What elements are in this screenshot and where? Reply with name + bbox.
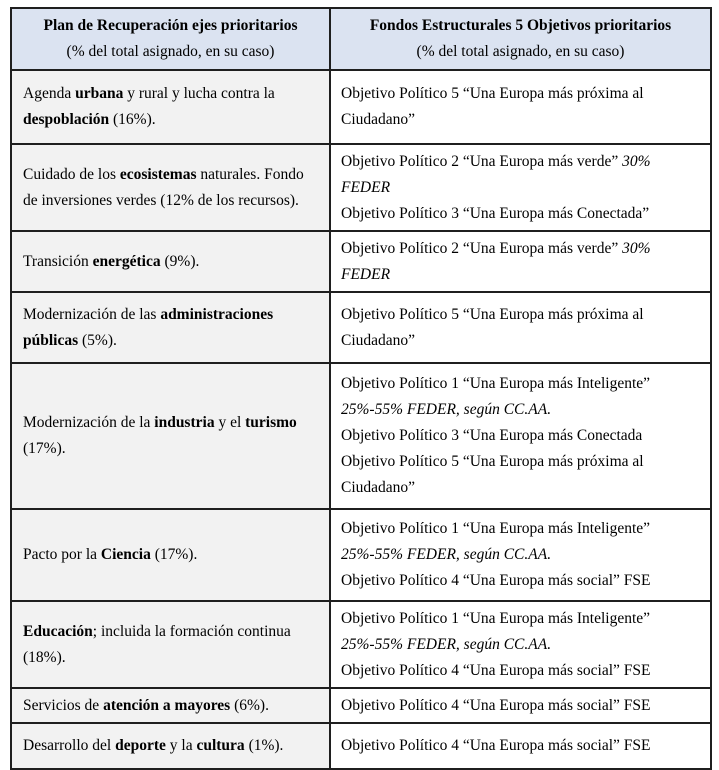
policy-objective-cell — [330, 70, 711, 144]
recovery-axis-cell — [11, 688, 330, 723]
table-row — [11, 509, 711, 601]
policy-objective-line — [341, 606, 702, 658]
policy-objective-line — [341, 236, 702, 288]
text-run: Desarrollo del — [23, 737, 116, 754]
header-title: Fondos Estructurales 5 Objetivos prioritarios — [369, 17, 672, 34]
funding-note: 30% FEDER — [341, 152, 651, 196]
text-run: ; incluida la formación continua (18%). — [23, 622, 291, 666]
text-run: Objetivo Político 3 “Una Europa más Conectada — [341, 427, 643, 444]
text-run: (9%). — [160, 252, 200, 270]
emphasis-text: industria — [154, 414, 215, 431]
policy-objective-cell — [330, 292, 711, 363]
text-run: Objetivo Político 1 “Una Europa más Inteligente” — [341, 609, 651, 627]
emphasis-text: deporte — [115, 737, 166, 754]
policy-objective-line — [341, 568, 702, 594]
emphasis-text: energética — [92, 252, 161, 270]
header-structural-funds — [330, 8, 711, 70]
emphasis-text: ecosistemas — [119, 165, 197, 183]
header-row — [11, 8, 711, 70]
text-run: Objetivo Político 4 “Una Europa más social” FSE — [341, 737, 651, 754]
text-run: Objetivo Político 1 “Una Europa más Inteligente” — [341, 520, 651, 537]
emphasis-text: atención a mayores — [103, 696, 231, 714]
funding-note: 25%-55% FEDER, según CC.AA. — [341, 635, 552, 653]
table-row — [11, 601, 711, 688]
policy-objective-line — [341, 201, 702, 227]
policy-objective-cell — [330, 144, 711, 231]
text-run: Modernización de las — [23, 305, 161, 323]
table-row — [11, 363, 711, 509]
policy-objective-line — [341, 449, 702, 501]
policy-objective-line — [341, 693, 702, 719]
text-run: Objetivo Político 4 “Una Europa más social” FSE — [341, 572, 651, 589]
policy-objective-line — [341, 733, 702, 759]
text-run: (17%). — [23, 440, 66, 457]
emphasis-text: turismo — [245, 414, 297, 431]
text-run: Modernización de la — [23, 414, 155, 431]
text-run: Pacto por la — [23, 546, 101, 563]
text-run: (17%). — [150, 546, 198, 563]
text-run: y rural y lucha contra la — [123, 85, 275, 102]
policy-objective-cell — [330, 723, 711, 769]
text-run: Objetivo Político 2 “Una Europa más verde” — [341, 239, 623, 257]
table-row — [11, 231, 711, 292]
text-run: Objetivo Político 5 “Una Europa más próxima al Ciudadano” — [341, 85, 644, 128]
header-title: Plan de Recuperación ejes prioritarios — [43, 17, 298, 34]
text-run: Objetivo Político 2 “Una Europa más verde” — [341, 152, 623, 170]
policy-objective-line — [341, 516, 702, 568]
text-run: Agenda — [23, 85, 76, 102]
text-run: (1%). — [244, 737, 284, 754]
funding-note: 25%-55% FEDER, según CC.AA. — [341, 401, 552, 418]
text-run: (6%). — [230, 696, 269, 714]
policy-objective-cell — [330, 688, 711, 723]
text-run: Objetivo Político 4 “Una Europa más social” FSE — [341, 661, 651, 679]
emphasis-text: cultura — [196, 737, 245, 754]
recovery-axis-cell — [11, 70, 330, 144]
text-run: (16%). — [109, 111, 156, 128]
recovery-axis-cell — [11, 144, 330, 231]
text-run: (5%). — [78, 331, 117, 349]
policy-objective-cell — [330, 363, 711, 509]
header-subtitle: (% del total asignado, en su caso) — [416, 43, 625, 60]
text-run: y el — [214, 414, 246, 431]
recovery-axis-cell — [11, 363, 330, 509]
policy-objective-line — [341, 302, 702, 354]
text-run: naturales. Fondo de inversiones verdes (12% de los recursos). — [23, 165, 304, 209]
emphasis-text: Ciencia — [100, 546, 151, 563]
funding-note: 30% FEDER — [341, 239, 651, 283]
text-run: Servicios de — [23, 696, 104, 714]
text-run: Objetivo Político 3 “Una Europa más Conectada” — [341, 204, 650, 222]
policy-objective-line — [341, 658, 702, 684]
policy-objective-cell — [330, 509, 711, 601]
emphasis-text: Educación — [23, 622, 93, 640]
table-row — [11, 70, 711, 144]
text-run: Objetivo Político 5 “Una Europa más próxima al Ciudadano” — [341, 453, 644, 496]
policy-objective-line — [341, 81, 702, 133]
recovery-axis-cell — [11, 231, 330, 292]
policy-objective-line — [341, 149, 702, 201]
funding-note: 25%-55% FEDER, según CC.AA. — [341, 546, 552, 563]
text-run: Objetivo Político 4 “Una Europa más social” FSE — [341, 696, 651, 714]
text-run: Objetivo Político 5 “Una Europa más próxima al Ciudadano” — [341, 305, 644, 349]
policy-objective-cell — [330, 231, 711, 292]
table-row — [11, 688, 711, 723]
table-body — [11, 70, 711, 769]
text-run: Objetivo Político 1 “Una Europa más Inteligente” — [341, 375, 651, 392]
text-run: Cuidado de los — [23, 165, 120, 183]
recovery-axis-cell — [11, 723, 330, 769]
priorities-table — [10, 7, 712, 770]
emphasis-text: administraciones públicas — [23, 305, 274, 349]
table-row — [11, 292, 711, 363]
table-row — [11, 144, 711, 231]
policy-objective-cell — [330, 601, 711, 688]
policy-objective-line — [341, 371, 702, 423]
recovery-axis-cell — [11, 601, 330, 688]
emphasis-text: despoblación — [23, 111, 110, 128]
header-recovery-plan — [11, 8, 330, 70]
header-subtitle: (% del total asignado, en su caso) — [66, 43, 275, 60]
policy-objective-line — [341, 423, 702, 449]
recovery-axis-cell — [11, 292, 330, 363]
text-run: y la — [165, 737, 197, 754]
table-row — [11, 723, 711, 769]
text-run: Transición — [23, 252, 93, 270]
recovery-axis-cell — [11, 509, 330, 601]
emphasis-text: urbana — [75, 85, 124, 102]
